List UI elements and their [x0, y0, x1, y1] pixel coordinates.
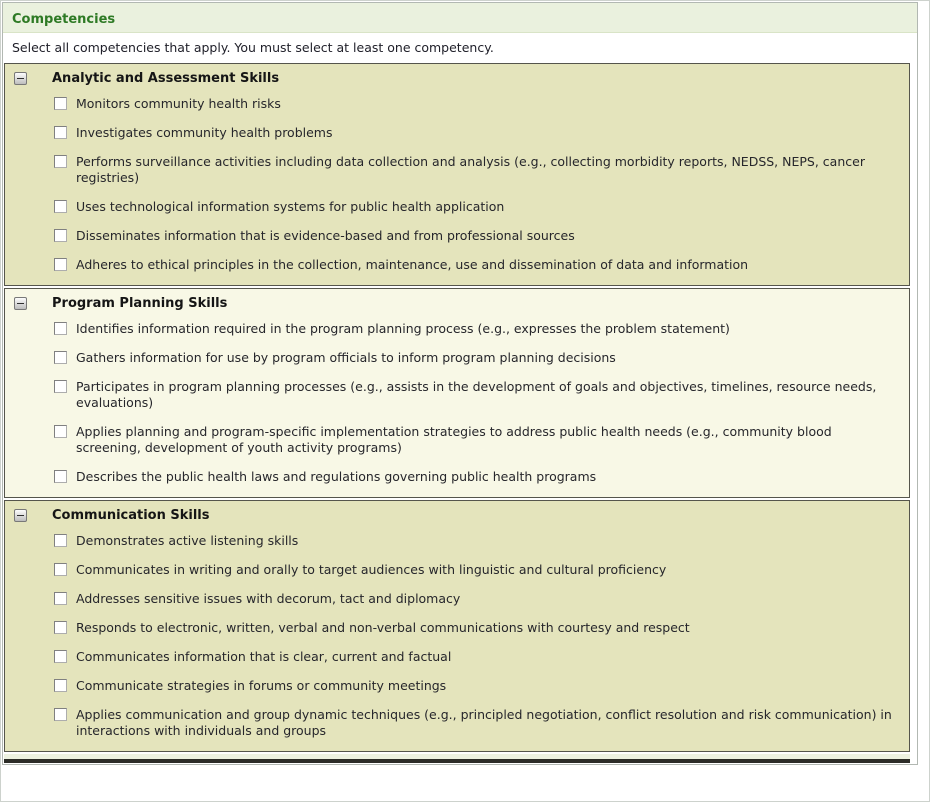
checkbox-label[interactable]: Gathers information for use by program officials to inform program planning decisions	[76, 350, 616, 365]
competencies-widget	[2, 2, 918, 765]
checkbox-label[interactable]: Applies communication and group dynamic techniques (e.g., principled negotiation, conflict resolution and risk communication) in interactions with individuals and groups	[76, 707, 892, 738]
competency-item	[54, 649, 899, 665]
section-header	[14, 71, 899, 87]
checkbox-list	[54, 96, 899, 273]
competency-item	[54, 678, 899, 694]
checkbox-label[interactable]: Adheres to ethical principles in the collection, maintenance, use and dissemination of data and information	[76, 257, 749, 272]
checkbox[interactable]	[54, 470, 67, 483]
checkbox[interactable]	[54, 258, 67, 271]
checkbox[interactable]	[54, 679, 67, 692]
competency-item	[54, 350, 899, 366]
instruction-text: Select all competencies that apply. You must select at least one competency.	[3, 33, 917, 62]
checkbox[interactable]	[54, 650, 67, 663]
competency-item	[54, 125, 899, 141]
checkbox[interactable]	[54, 425, 67, 438]
checkbox-label[interactable]: Communicate strategies in forums or community meetings	[76, 678, 447, 693]
competency-item	[54, 424, 899, 456]
competency-item	[54, 533, 899, 549]
checkbox-label[interactable]: Applies planning and program-specific implementation strategies to address public health needs (e.g., community blood screening, development of youth activity programs)	[76, 424, 832, 455]
section-header	[14, 508, 899, 524]
competency-item	[54, 620, 899, 636]
competency-item	[54, 379, 899, 411]
section-title: Communication Skills	[52, 508, 210, 523]
checkbox[interactable]	[54, 534, 67, 547]
checkbox-label[interactable]: Responds to electronic, written, verbal and non-verbal communications with courtesy and respect	[76, 620, 690, 635]
competency-item	[54, 228, 899, 244]
checkbox-list	[54, 321, 899, 485]
competency-item	[54, 591, 899, 607]
checkbox[interactable]	[54, 126, 67, 139]
competency-item	[54, 321, 899, 337]
checkbox-label[interactable]: Participates in program planning processes (e.g., assists in the development of goals and objectives, timelines, resource needs, evaluations)	[76, 379, 877, 410]
checkbox-label[interactable]: Disseminates information that is evidence-based and from professional sources	[76, 228, 575, 243]
competency-item	[54, 469, 899, 485]
checkbox[interactable]	[54, 621, 67, 634]
page-title: Competencies	[12, 12, 116, 27]
competency-item	[54, 562, 899, 578]
checkbox[interactable]	[54, 708, 67, 721]
competency-item	[54, 96, 899, 112]
checkbox[interactable]	[54, 200, 67, 213]
section-header	[14, 296, 899, 312]
collapse-minus-icon[interactable]	[14, 297, 27, 310]
checkbox-label[interactable]: Communicates in writing and orally to target audiences with linguistic and cultural proficiency	[76, 562, 667, 577]
checkbox[interactable]	[54, 351, 67, 364]
section-title: Analytic and Assessment Skills	[52, 71, 280, 86]
checkbox[interactable]	[54, 563, 67, 576]
checkbox-label[interactable]: Investigates community health problems	[76, 125, 333, 140]
checkbox-label[interactable]: Communicates information that is clear, current and factual	[76, 649, 452, 664]
checkbox[interactable]	[54, 322, 67, 335]
section-program-planning-skills	[4, 288, 910, 498]
competency-item	[54, 707, 899, 739]
checkbox-label[interactable]: Performs surveillance activities including data collection and analysis (e.g., collecting morbidity reports, NEDSS, NEPS, cancer registries)	[76, 154, 865, 185]
section-title: Program Planning Skills	[52, 296, 228, 311]
checkbox-label[interactable]: Monitors community health risks	[76, 96, 281, 111]
competency-item	[54, 154, 899, 186]
checkbox-label[interactable]: Uses technological information systems for public health application	[76, 199, 505, 214]
checkbox-list	[54, 533, 899, 739]
checkbox[interactable]	[54, 380, 67, 393]
next-section-top-border	[4, 759, 910, 763]
section-analytic-and-assessment-skills	[4, 63, 910, 286]
collapse-minus-icon[interactable]	[14, 509, 27, 522]
collapse-minus-icon[interactable]	[14, 72, 27, 85]
checkbox[interactable]	[54, 229, 67, 242]
checkbox[interactable]	[54, 155, 67, 168]
checkbox[interactable]	[54, 97, 67, 110]
competency-item	[54, 199, 899, 215]
checkbox-label[interactable]: Addresses sensitive issues with decorum, tact and diplomacy	[76, 591, 461, 606]
competency-item	[54, 257, 899, 273]
panel-header	[3, 3, 917, 33]
checkbox[interactable]	[54, 592, 67, 605]
checkbox-label[interactable]: Demonstrates active listening skills	[76, 533, 299, 548]
checkbox-label[interactable]: Describes the public health laws and regulations governing public health programs	[76, 469, 597, 484]
section-communication-skills	[4, 500, 910, 752]
checkbox-label[interactable]: Identifies information required in the program planning process (e.g., expresses the problem statement)	[76, 321, 730, 336]
